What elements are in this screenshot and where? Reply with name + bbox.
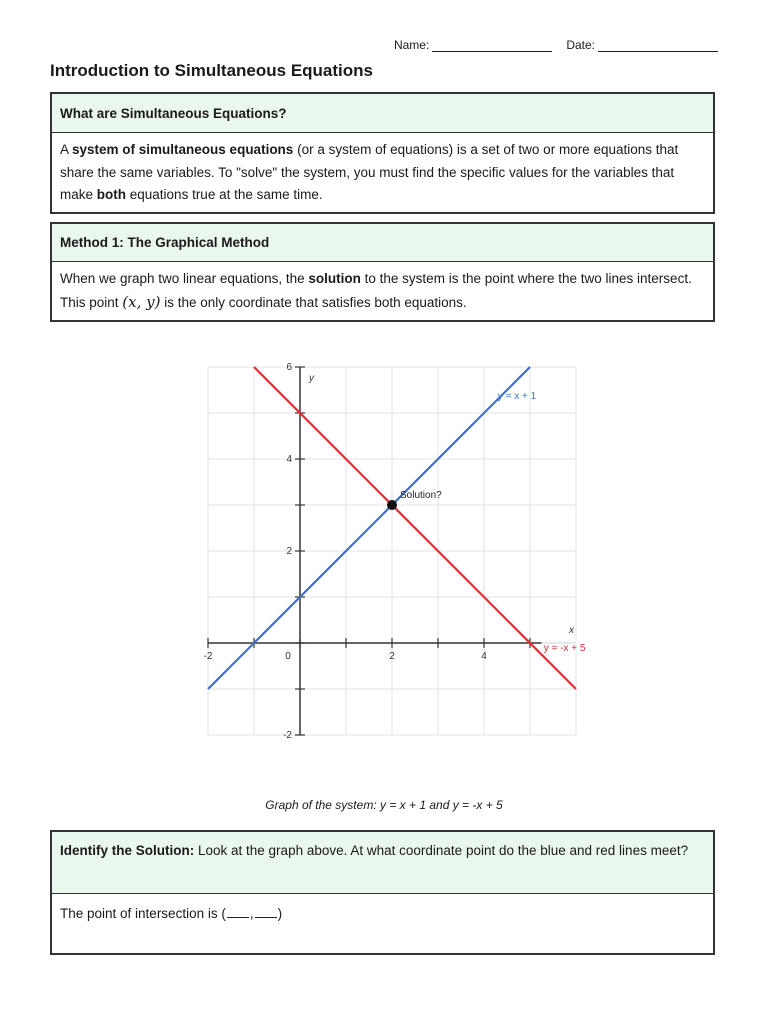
y-tick-label: 2 xyxy=(286,546,292,557)
name-field[interactable] xyxy=(394,38,552,52)
x-tick-label: 2 xyxy=(389,651,395,662)
date-label: Date: xyxy=(566,38,595,52)
y-tick-label: -2 xyxy=(283,730,292,741)
intersection-label: Solution? xyxy=(400,490,442,501)
question-box xyxy=(50,830,715,955)
answer-text-a: The point of intersection is ( xyxy=(60,906,226,921)
x-tick-label: -2 xyxy=(203,651,213,662)
answer-text-b: ) xyxy=(277,906,283,921)
answer-line xyxy=(52,894,713,935)
series-label-0: y = x + 1 xyxy=(497,391,537,403)
question-heading xyxy=(52,832,713,894)
definition-text-a: A xyxy=(60,142,73,157)
x-axis-label: x xyxy=(569,625,574,636)
method-text xyxy=(52,262,713,320)
method-heading: Method 1: The Graphical Method xyxy=(52,224,713,262)
answer-blank-x[interactable] xyxy=(227,905,249,918)
system-graph xyxy=(195,355,595,745)
method-point-math: (x, y) xyxy=(122,292,161,311)
method-text-c: to the system is the point where the two lines intersect. This point xyxy=(60,271,692,310)
x-tick-label: 0 xyxy=(285,651,291,662)
definition-both: both xyxy=(96,187,127,202)
method-text-d: is the only coordinate that satisfies both equations. xyxy=(160,294,467,310)
intersection-point[interactable] xyxy=(387,500,397,510)
definition-term: system of simultaneous equations xyxy=(72,142,294,157)
question-label: Identify the Solution: xyxy=(60,843,195,858)
definition-box xyxy=(50,92,715,214)
y-tick-label: 4 xyxy=(286,454,292,465)
y-tick-label: 6 xyxy=(286,362,292,373)
name-label: Name: xyxy=(393,38,430,52)
date-field[interactable] xyxy=(566,38,718,52)
definition-text-c: (or a system of equations) is a set of two or more equations that share the same variables. To "solve" the system, you must find the specific values for the variables that make xyxy=(60,142,679,202)
definition-heading: What are Simultaneous Equations? xyxy=(52,94,713,133)
definition-text xyxy=(52,133,713,213)
series-label-1: y = -x + 5 xyxy=(543,643,586,654)
date-line[interactable] xyxy=(598,39,718,52)
y-axis-label: y xyxy=(309,373,314,384)
question-text: Look at the graph above. At what coordinate point do the blue and red lines meet? xyxy=(194,843,689,858)
method-box xyxy=(50,222,715,322)
method-text-a: When we graph two linear equations, the xyxy=(60,271,309,286)
page-title: Introduction to Simultaneous Equations xyxy=(50,61,373,80)
series-line-0 xyxy=(208,367,530,689)
graph-caption: Graph of the system: y = x + 1 and y = -x + 5 xyxy=(265,798,503,812)
answer-blank-y[interactable] xyxy=(255,905,277,918)
answer-sep: , xyxy=(249,906,254,921)
header-fields xyxy=(394,38,718,52)
name-line[interactable] xyxy=(432,39,552,52)
method-solution-term: solution xyxy=(308,271,361,286)
x-tick-label: 4 xyxy=(481,651,487,662)
definition-text-e: equations true at the same time. xyxy=(126,187,323,202)
series-line-1 xyxy=(254,367,576,689)
